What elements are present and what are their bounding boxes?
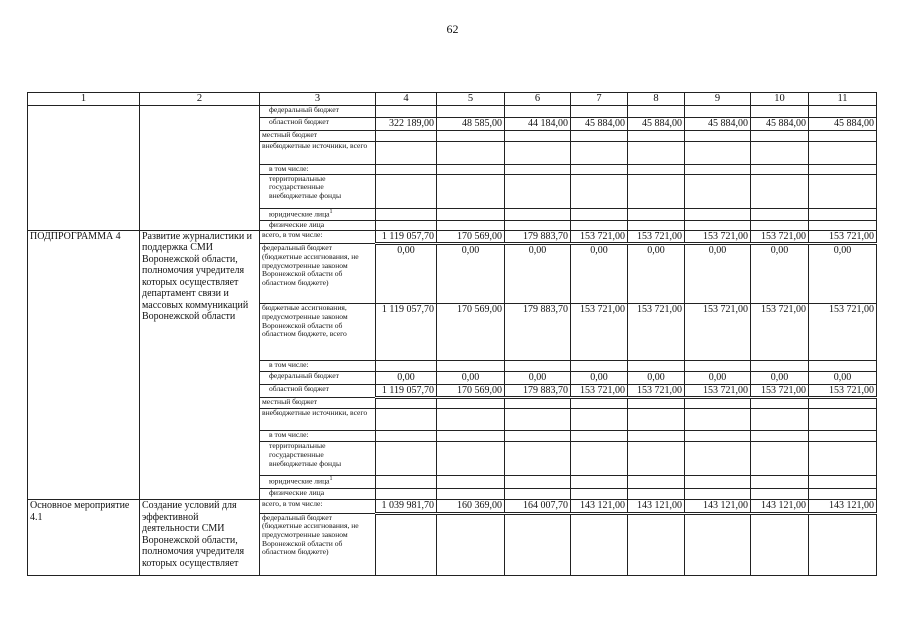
source-label — [260, 476, 376, 489]
source-label-text: федеральный бюджет — [269, 105, 339, 115]
value-cell — [628, 174, 685, 208]
value-cell: 170 569,00 — [437, 384, 505, 398]
program-cell — [28, 106, 140, 231]
value-cell — [505, 489, 571, 500]
value-cell — [571, 398, 628, 409]
source-label-text: в том числе: — [269, 430, 309, 440]
value-cell — [376, 442, 437, 476]
value-cell — [628, 442, 685, 476]
column-number: 5 — [437, 93, 505, 106]
value-cell: 44 184,00 — [505, 118, 571, 131]
program-cell: ПОДПРОГРАММА 4 — [28, 230, 140, 500]
value-cell: 0,00 — [628, 372, 685, 385]
column-number: 7 — [571, 93, 628, 106]
source-label — [260, 442, 376, 476]
value-cell: 0,00 — [751, 372, 809, 385]
value-cell — [751, 208, 809, 220]
value-cell: 153 721,00 — [685, 384, 751, 398]
column-number: 3 — [260, 93, 376, 106]
value-cell — [685, 361, 751, 372]
source-label-text: федеральный бюджет (бюджетные ассигнования, не предусмотренные законом Воронежской области об областном бюджете) — [262, 513, 359, 557]
value-cell: 0,00 — [685, 244, 751, 304]
value-cell: 1 119 057,70 — [376, 230, 437, 244]
value-cell — [437, 130, 505, 141]
value-cell: 45 884,00 — [809, 118, 877, 131]
source-label — [260, 220, 376, 230]
source-label-text: федеральный бюджет — [269, 371, 339, 381]
source-label-text: областной бюджет — [269, 384, 329, 393]
source-label — [260, 230, 376, 244]
value-cell — [685, 442, 751, 476]
value-cell — [376, 513, 437, 575]
column-number: 1 — [28, 93, 140, 106]
value-cell — [751, 489, 809, 500]
value-cell: 48 585,00 — [437, 118, 505, 131]
value-cell: 322 189,00 — [376, 118, 437, 131]
source-label — [260, 208, 376, 220]
value-cell — [505, 442, 571, 476]
value-cell — [628, 164, 685, 174]
value-cell: 170 569,00 — [437, 230, 505, 244]
value-cell — [685, 513, 751, 575]
value-cell — [376, 398, 437, 409]
value-cell — [809, 409, 877, 431]
value-cell — [505, 106, 571, 118]
value-cell: 0,00 — [809, 372, 877, 385]
value-cell — [685, 130, 751, 141]
value-cell: 143 121,00 — [685, 500, 751, 514]
value-cell: 160 369,00 — [437, 500, 505, 514]
footnote-mark: 1 — [329, 208, 333, 215]
value-cell: 153 721,00 — [571, 304, 628, 361]
column-number: 9 — [685, 93, 751, 106]
value-cell — [751, 141, 809, 164]
value-cell — [571, 361, 628, 372]
value-cell — [571, 431, 628, 442]
value-cell — [505, 164, 571, 174]
column-number: 11 — [809, 93, 877, 106]
value-cell — [505, 174, 571, 208]
value-cell — [751, 398, 809, 409]
value-cell: 143 121,00 — [809, 500, 877, 514]
value-cell — [751, 442, 809, 476]
value-cell: 143 121,00 — [751, 500, 809, 514]
value-cell — [751, 164, 809, 174]
source-label-text: бюджетные ассигнования, предусмотренные законом Воронежской области об областном бюджете, всего — [262, 303, 348, 339]
value-cell — [376, 489, 437, 500]
value-cell — [376, 431, 437, 442]
value-cell — [437, 476, 505, 489]
table-row — [28, 230, 877, 244]
value-cell — [685, 220, 751, 230]
value-cell: 0,00 — [809, 244, 877, 304]
value-cell — [376, 220, 437, 230]
value-cell: 143 121,00 — [628, 500, 685, 514]
value-cell — [809, 476, 877, 489]
value-cell: 0,00 — [437, 244, 505, 304]
value-cell — [685, 476, 751, 489]
value-cell — [571, 141, 628, 164]
value-cell: 45 884,00 — [751, 118, 809, 131]
value-cell — [437, 513, 505, 575]
value-cell — [628, 361, 685, 372]
budget-table — [27, 92, 877, 576]
value-cell — [628, 220, 685, 230]
source-label — [260, 431, 376, 442]
value-cell — [751, 431, 809, 442]
footnote-mark: 1 — [329, 476, 333, 483]
value-cell — [809, 361, 877, 372]
source-label — [260, 106, 376, 118]
description-cell — [140, 106, 260, 231]
value-cell: 0,00 — [376, 244, 437, 304]
source-label — [260, 489, 376, 500]
value-cell — [809, 208, 877, 220]
source-label — [260, 244, 376, 304]
source-label — [260, 141, 376, 164]
value-cell: 45 884,00 — [571, 118, 628, 131]
value-cell — [571, 164, 628, 174]
source-label — [260, 304, 376, 361]
value-cell — [809, 513, 877, 575]
source-label — [260, 130, 376, 141]
value-cell — [437, 164, 505, 174]
source-label — [260, 118, 376, 131]
value-cell — [685, 489, 751, 500]
source-label-text: всего, в том числе: — [262, 230, 323, 239]
value-cell: 1 119 057,70 — [376, 384, 437, 398]
value-cell: 0,00 — [571, 372, 628, 385]
value-cell — [571, 409, 628, 431]
source-label-text: территориальные государственные внебюджетные фонды — [269, 174, 342, 200]
value-cell: 0,00 — [505, 244, 571, 304]
value-cell: 153 721,00 — [809, 384, 877, 398]
value-cell — [376, 130, 437, 141]
value-cell — [751, 106, 809, 118]
value-cell — [505, 409, 571, 431]
value-cell — [809, 442, 877, 476]
value-cell: 170 569,00 — [437, 304, 505, 361]
value-cell — [571, 442, 628, 476]
value-cell — [505, 208, 571, 220]
value-cell: 179 883,70 — [505, 230, 571, 244]
value-cell — [628, 513, 685, 575]
value-cell — [628, 489, 685, 500]
value-cell — [437, 361, 505, 372]
value-cell — [437, 409, 505, 431]
value-cell — [376, 141, 437, 164]
value-cell: 179 883,70 — [505, 304, 571, 361]
value-cell — [437, 220, 505, 230]
value-cell — [505, 513, 571, 575]
value-cell — [751, 361, 809, 372]
value-cell — [571, 489, 628, 500]
value-cell — [437, 431, 505, 442]
value-cell — [809, 220, 877, 230]
value-cell — [505, 220, 571, 230]
source-label — [260, 513, 376, 575]
source-label-text: федеральный бюджет (бюджетные ассигнования, не предусмотренные законом Воронежской области об областном бюджете) — [262, 243, 359, 287]
source-label-text: юридические лица — [269, 209, 330, 219]
value-cell — [751, 130, 809, 141]
value-cell: 1 119 057,70 — [376, 304, 437, 361]
table-row — [28, 500, 877, 514]
value-cell — [685, 431, 751, 442]
value-cell: 0,00 — [505, 372, 571, 385]
value-cell: 0,00 — [376, 372, 437, 385]
value-cell — [437, 174, 505, 208]
value-cell: 153 721,00 — [571, 384, 628, 398]
value-cell — [685, 208, 751, 220]
value-cell: 0,00 — [685, 372, 751, 385]
value-cell — [628, 476, 685, 489]
source-label-text: областной бюджет — [269, 117, 329, 127]
value-cell — [376, 361, 437, 372]
value-cell — [571, 220, 628, 230]
source-label — [260, 164, 376, 174]
value-cell: 0,00 — [437, 372, 505, 385]
value-cell — [505, 431, 571, 442]
value-cell — [628, 141, 685, 164]
source-label-text: в том числе: — [269, 164, 309, 173]
value-cell — [751, 220, 809, 230]
value-cell: 153 721,00 — [685, 230, 751, 244]
value-cell — [376, 476, 437, 489]
value-cell: 153 721,00 — [571, 230, 628, 244]
column-number: 8 — [628, 93, 685, 106]
column-number: 6 — [505, 93, 571, 106]
value-cell — [437, 106, 505, 118]
value-cell: 143 121,00 — [571, 500, 628, 514]
value-cell — [628, 130, 685, 141]
value-cell: 0,00 — [751, 244, 809, 304]
value-cell: 0,00 — [628, 244, 685, 304]
value-cell — [809, 130, 877, 141]
source-label — [260, 409, 376, 431]
value-cell — [437, 208, 505, 220]
source-label — [260, 398, 376, 409]
value-cell — [751, 476, 809, 489]
source-label-text: внебюджетные источники, всего — [262, 141, 368, 150]
value-cell — [685, 398, 751, 409]
value-cell: 164 007,70 — [505, 500, 571, 514]
source-label — [260, 361, 376, 372]
description-cell: Развитие журналистики и поддержка СМИ Воронежской области, полномочия учредителя которых осуществляет департамент связи и массовых коммуникаций Воронежской области — [140, 230, 260, 500]
source-label-text: местный бюджет — [262, 397, 318, 407]
value-cell — [809, 431, 877, 442]
value-cell — [809, 141, 877, 164]
value-cell: 153 721,00 — [628, 304, 685, 361]
column-number: 2 — [140, 93, 260, 106]
value-cell: 153 721,00 — [809, 304, 877, 361]
value-cell: 153 721,00 — [628, 384, 685, 398]
source-label-text: в том числе: — [269, 360, 309, 370]
source-label — [260, 174, 376, 208]
value-cell — [571, 476, 628, 489]
value-cell: 153 721,00 — [751, 384, 809, 398]
source-label-text: физические лица — [269, 220, 325, 229]
value-cell — [571, 174, 628, 208]
value-cell — [751, 409, 809, 431]
value-cell — [809, 106, 877, 118]
value-cell — [376, 409, 437, 431]
value-cell — [505, 361, 571, 372]
source-label-text: физические лица — [269, 488, 325, 498]
source-label-text: всего, в том числе: — [262, 499, 323, 509]
value-cell: 153 721,00 — [751, 304, 809, 361]
value-cell — [376, 208, 437, 220]
value-cell — [437, 398, 505, 409]
value-cell — [628, 208, 685, 220]
source-label-text: территориальные государственные внебюджетные фонды — [269, 441, 342, 468]
value-cell — [809, 489, 877, 500]
source-label — [260, 500, 376, 514]
column-number-row — [28, 93, 877, 106]
value-cell — [685, 164, 751, 174]
value-cell: 153 721,00 — [751, 230, 809, 244]
value-cell — [751, 513, 809, 575]
value-cell — [571, 130, 628, 141]
value-cell — [809, 398, 877, 409]
value-cell: 0,00 — [571, 244, 628, 304]
value-cell — [437, 141, 505, 164]
value-cell — [571, 513, 628, 575]
table-row — [28, 106, 877, 118]
value-cell: 45 884,00 — [628, 118, 685, 131]
source-label — [260, 384, 376, 398]
value-cell — [685, 409, 751, 431]
value-cell — [809, 174, 877, 208]
value-cell: 153 721,00 — [809, 230, 877, 244]
value-cell — [376, 106, 437, 118]
program-cell: Основное мероприятие 4.1 — [28, 500, 140, 576]
value-cell: 153 721,00 — [628, 230, 685, 244]
value-cell — [376, 164, 437, 174]
source-label — [260, 372, 376, 385]
value-cell — [571, 208, 628, 220]
column-number: 10 — [751, 93, 809, 106]
source-label-text: внебюджетные источники, всего — [262, 408, 368, 418]
column-number: 4 — [376, 93, 437, 106]
value-cell — [809, 164, 877, 174]
source-label-text: местный бюджет — [262, 130, 318, 139]
value-cell: 179 883,70 — [505, 384, 571, 398]
value-cell — [628, 398, 685, 409]
value-cell — [685, 106, 751, 118]
value-cell: 1 039 981,70 — [376, 500, 437, 514]
value-cell — [628, 431, 685, 442]
value-cell: 153 721,00 — [685, 304, 751, 361]
source-label-text: юридические лица — [269, 476, 330, 486]
value-cell — [505, 141, 571, 164]
value-cell — [437, 489, 505, 500]
value-cell — [505, 398, 571, 409]
description-cell: Создание условий для эффективной деятельности СМИ Воронежской области, полномочия учредителя которых осуществляет — [140, 500, 260, 576]
value-cell — [437, 442, 505, 476]
page-number: 62 — [446, 22, 459, 36]
value-cell — [376, 174, 437, 208]
value-cell — [505, 130, 571, 141]
value-cell — [751, 174, 809, 208]
value-cell — [571, 106, 628, 118]
value-cell: 45 884,00 — [685, 118, 751, 131]
value-cell — [685, 174, 751, 208]
value-cell — [505, 476, 571, 489]
value-cell — [685, 141, 751, 164]
value-cell — [628, 409, 685, 431]
value-cell — [628, 106, 685, 118]
